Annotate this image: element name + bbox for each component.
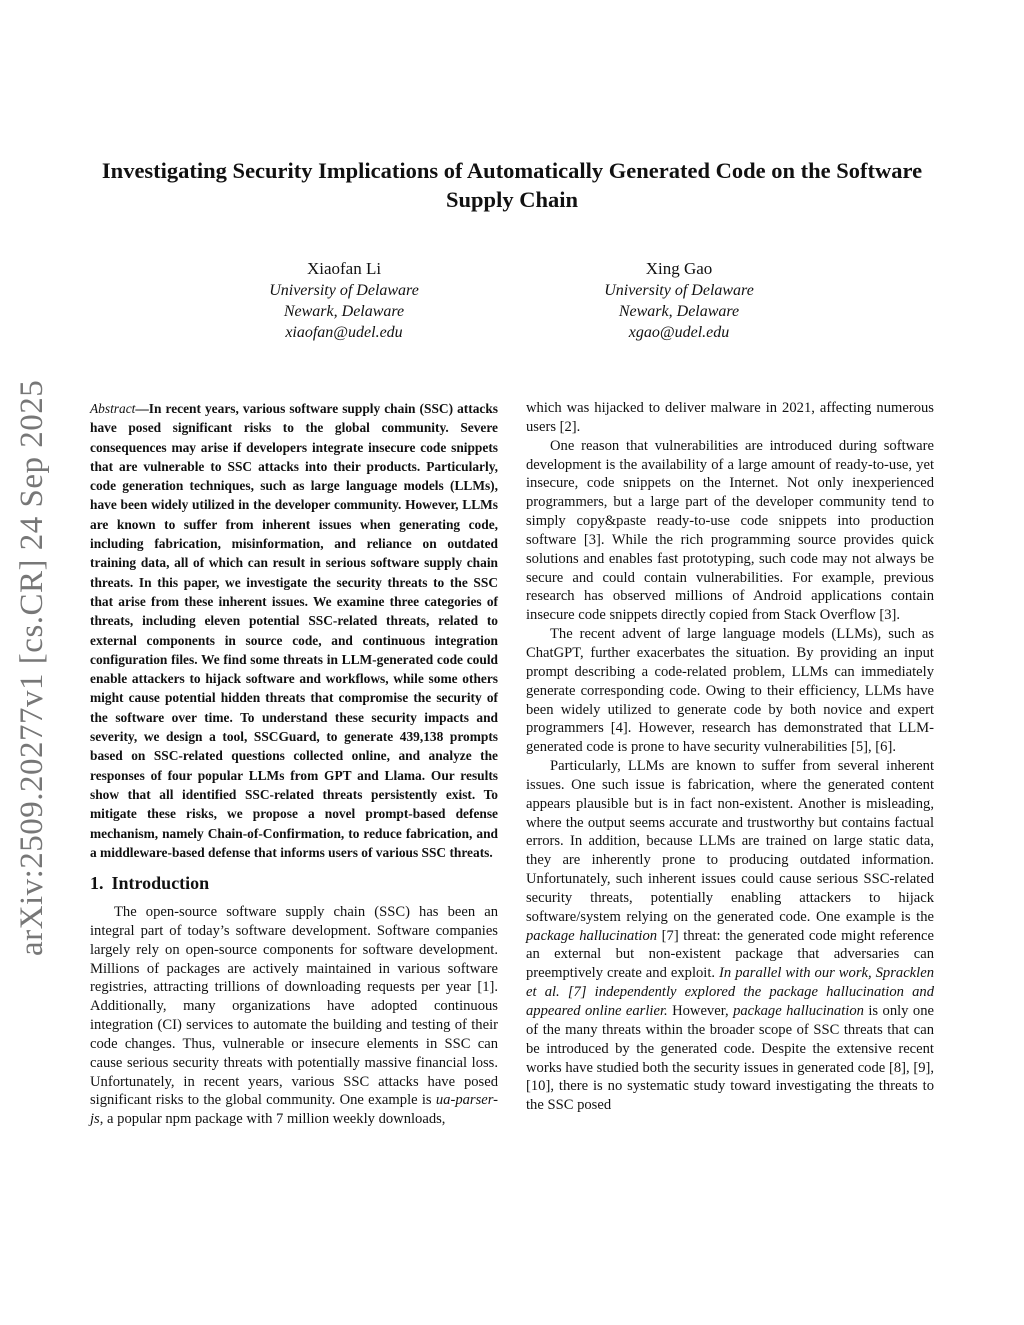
body-text: Particularly, LLMs are known to suffer from several inherent issues. One such issue is fabrication, where the generated content appears plausible but is in fact non-existent. Another is misleading, where the output seems accurate and trustworthy but contains factual errors. In addition, because LLMs are trained on large static data, they are inherently prone to producing outdated information. Unfortunately, such inherent issues could cause serious SSC-related security threats, potentially enabling attackers to hijack software/system relying on the generated code. One example is the: [526, 758, 934, 925]
intro-text-cont: , a popular npm package with 7 million weekly downloads,: [99, 1111, 446, 1128]
author-email[interactable]: xgao@udel.edu: [628, 324, 730, 341]
body-paragraph: which was hijacked to deliver malware in 2021, affecting numerous users [2].: [526, 400, 934, 435]
related-work-note: In parallel with our work, Spracklen et al. [7] independently explored the package hallucination and appeared online earlier.: [526, 965, 934, 1019]
intro-text: The open-source software supply chain (SSC) has been an integral part of today’s software development. Software companies largely rely on open-source components for software development. Millions of packages are actively maintained in various software registries, attracting trillions of downloading requests per year [1]. Additionally, many organizations have adopted continuous integration (CI) services to automate the building and testing of their code changes. Thus, vulnerable or insecure elements in SSC can cause serious security threats with potentially massive financial loss. Unfortunately, in recent years, various SSC attacks have posed significant risks to the global community. One example is: [90, 903, 498, 1109]
author-affiliation: University of Delaware: [269, 282, 419, 299]
section-heading: [90, 874, 498, 893]
arxiv-identifier: arXiv:2509.20277v1 [cs.CR] 24 Sep 2025: [14, 379, 50, 956]
author-block: [194, 258, 494, 343]
abstract: [90, 399, 498, 862]
body-paragraph: One reason that vulnerabilities are introduced during software development is the availability of a large amount of ready-to-use, yet insecure, code snippets on the Internet. Not only inexperienced programmers, but a large part of the developer community tend to simply copy&paste ready-to-use code snippets into production software [3]. While the rich programming source provides quick solutions and enables fast prototyping, such code may not always be secure and could contain vulnerabilities. For example, previous research has observed millions of Android applications contain insecure code snippets directly copied from Stack Overflow [3].: [526, 437, 934, 624]
left-column: [90, 399, 498, 1129]
body-paragraph: The recent advent of large language models (LLMs), such as ChatGPT, further exacerbates the situation. By providing an input prompt describing a code-related problem, LLMs can immediately generate corresponding code. Owing to their efficiency, LLMs have been widely utilized to generate code by both novice and expert programmers [4]. However, research has demonstrated that LLM-generated code is prone to have security vulnerabilities [5], [6].: [526, 626, 934, 756]
term-package-hallucination: package hallucination: [733, 1003, 864, 1019]
author-location: Newark, Delaware: [283, 303, 405, 320]
abstract-text: —In recent years, various software supply chain (SSC) attacks have posed significant risks to the global community. Severe consequences may arise if developers integrate insecure code snippets that are vulnerable to SSC attacks into their products. Particularly, code generation techniques, such as large language models (LLMs), have been widely utilized in the developer community. However, LLMs are known to suffer from inherent issues when generating code, including fabrication, misinformation, and reliance on outdated training data, all of which can result in serious software supply chain threats. In this paper, we investigate the security threats to the SSC that arise from these inherent issues. We examine three categories of threats, including eleven potential SSC-related threats, related to external components in source code, and continuous integration configuration files. We find some threats in LLM-generated code could enable attackers to hijack software and workflows, while some others might cause potential hidden threats that compromise the security of the software over time. To understand these security impacts and severity, we design a tool, SSCGuard, to generate 439,138 prompts based on SSC-related questions collected online, and analyze the responses of four popular LLMs from GPT and Llama. Our results show that all identified SSC-related threats persistently exist. To mitigate these risks, we propose a novel prompt-based defense mechanism, namely Chain-of-Confirmation, to reduce fabrication, and a middleware-based defense that informs users of various SSC threats.: [90, 401, 498, 860]
author-name: Xing Gao: [645, 259, 713, 278]
body-paragraph: [526, 757, 934, 1115]
section-title: Introduction: [111, 873, 210, 894]
body-text: [7] threat: the generated code might reference an external but non-existent package that adversaries can preemptively create and exploit.: [526, 927, 934, 982]
author-affiliation: University of Delaware: [604, 282, 754, 299]
body-text: However,: [667, 1003, 734, 1019]
intro-paragraph: [90, 903, 498, 1129]
term-package-hallucination: package hallucination: [526, 927, 658, 944]
right-column: [526, 399, 934, 1115]
paper-title: Investigating Security Implications of Automatically Generated Code on the Software Supply Chain: [101, 158, 923, 212]
body-text: is only one of the many threats within the broader scope of SSC threats that can be introduced by the generated code. Despite the extensive recent works have studied both the security issues in generated code [8], [9], [10], there is no systematic study toward investigating the threats to the SSC posed: [526, 1003, 934, 1114]
section-number: 1.: [90, 873, 104, 894]
author-name: Xiaofan Li: [306, 259, 382, 278]
abstract-label: Abstract: [90, 401, 136, 416]
author-block: [529, 258, 829, 343]
author-location: Newark, Delaware: [618, 303, 740, 320]
package-name: ua-parser-js: [90, 1092, 498, 1128]
author-email[interactable]: xiaofan@udel.edu: [285, 324, 403, 341]
